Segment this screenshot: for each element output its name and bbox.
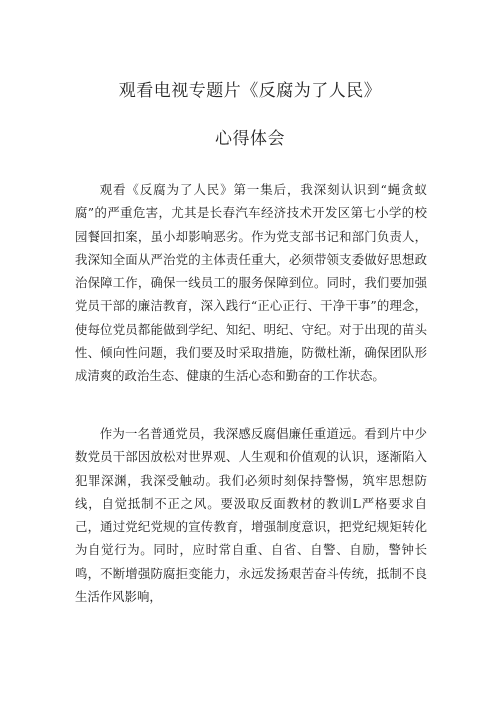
paragraph-2: 作为一名普通党员，我深感反腐倡廉任重道远。看到片中少数党员干部因放松对世界观、人生观和价值观的认识，逐渐陷入犯罪深渊，我深受触动。我们必须时刻保持警惕，筑牢思想防线，自觉抵制不正之风。要汲取反面教材的教训L严格要求自己，通过党纪党规的宣传教育，增强制度意识，把党纪规矩转化为自觉行为。同时，应时常自重、自省、自警、自励，警钟长鸣，不断增强防腐拒变能力，永远发扬艰苦奋斗传统，抵制不良生活作风影响， xyxy=(75,426,427,605)
paragraph-1: 观看《反腐为了人民》第一集后，我深刻认识到“蝇贪蚁腐”的严重危害，尤其是长春汽车经济技术开发区第七小学的校园餐回扣案，虽小却影响恶劣。作为党支部书记和部门负责人，我深知全面从严治党的主体责任重大，必须带领支委做好思想政治保障工作，确保一线员工的服务保障到位。同时，我们要加强党员干部的廉洁教育，深入践行“正心正行、干净干事”的理念，使每位党员都能做到学纪、知纪、明纪、守纪。对于出现的苗头性、倾向性问题，我们要及时采取措施，防微杜渐，确保团队形成清爽的政治生态、健康的生活心态和勤奋的工作状态。 xyxy=(75,182,427,384)
paragraph-2-block xyxy=(75,422,427,608)
document-title: 观看电视专题片《反腐为了人民》 xyxy=(118,81,382,101)
document-subtitle: 心得体会 xyxy=(215,129,285,149)
paragraph-1-block xyxy=(75,178,427,388)
